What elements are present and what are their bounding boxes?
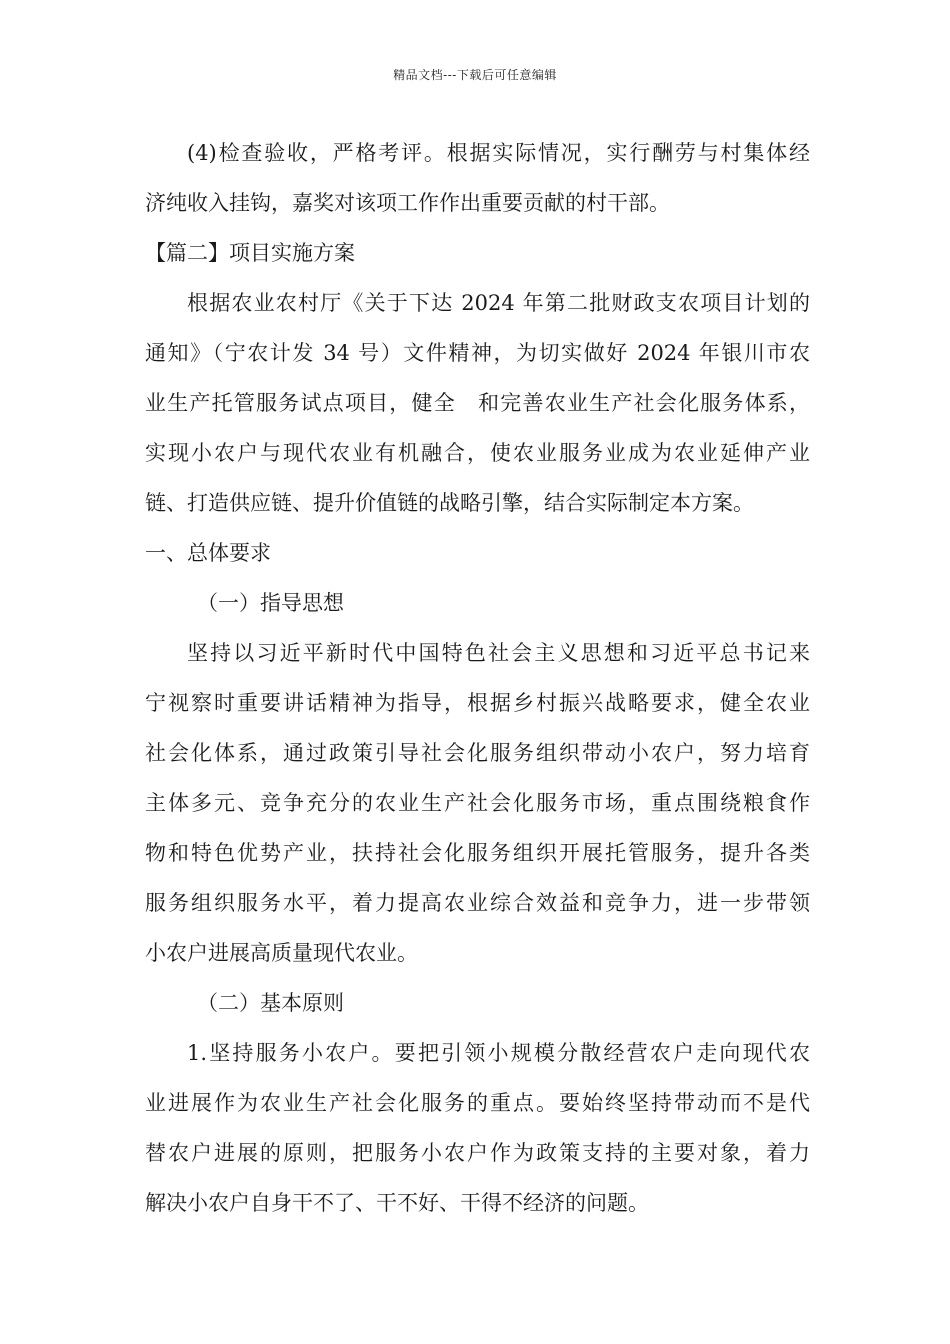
page-header: 精品文档---下载后可任意编辑	[393, 68, 557, 82]
paragraph-line: 业进展作为农业生产社会化服务的重点。要始终坚持带动而不是代	[145, 1091, 810, 1115]
paragraph-line: 济纯收入挂钩，嘉奖对该项工作作出重要贡献的村干部。	[145, 191, 670, 215]
paragraph-line: 业生产托管服务试点项目，健全 和完善农业生产社会化服务体系，	[145, 391, 810, 415]
paragraph-line: 根据农业农村厅《关于下达 2024 年第二批财政支农项目计划的	[187, 291, 810, 315]
paragraph-line: 通知》（宁农计发 34 号）文件精神，为切实做好 2024 年银川市农	[145, 341, 810, 365]
paragraph-line: 宁视察时重要讲话精神为指导，根据乡村振兴战略要求，健全农业	[145, 691, 810, 715]
subheading-guiding-ideology: （一）指导思想	[197, 591, 344, 615]
paragraph-line: 服务组织服务水平，着力提高农业综合效益和竞争力，进一步带领	[145, 891, 810, 915]
heading-general-requirements: 一、总体要求	[145, 541, 271, 565]
section-title: 【篇二】项目实施方案	[145, 241, 355, 265]
subheading-basic-principles: （二）基本原则	[197, 991, 344, 1015]
paragraph-line: 实现小农户与现代农业有机融合，使农业服务业成为农业延伸产业	[145, 441, 810, 465]
paragraph-line: 解决小农户自身干不了、干不好、干得不经济的问题。	[145, 1191, 649, 1215]
paragraph-line: 1.坚持服务小农户。要把引领小规模分散经营农户走向现代农	[187, 1041, 810, 1065]
paragraph-line: (4)检查验收，严格考评。根据实际情况，实行酬劳与村集体经	[187, 141, 810, 165]
paragraph-line: 链、打造供应链、提升价值链的战略引擎，结合实际制定本方案。	[145, 491, 754, 515]
paragraph-line: 社会化体系，通过政策引导社会化服务组织带动小农户，努力培育	[145, 741, 810, 765]
paragraph-line: 小农户进展高质量现代农业。	[145, 941, 418, 965]
paragraph-line: 主体多元、竞争充分的农业生产社会化服务市场，重点围绕粮食作	[145, 791, 810, 815]
paragraph-line: 坚持以习近平新时代中国特色社会主义思想和习近平总书记来	[187, 641, 810, 665]
paragraph-line: 物和特色优势产业，扶持社会化服务组织开展托管服务，提升各类	[145, 841, 810, 865]
paragraph-line: 替农户进展的原则，把服务小农户作为政策支持的主要对象，着力	[145, 1141, 810, 1165]
document-body	[145, 138, 810, 1238]
